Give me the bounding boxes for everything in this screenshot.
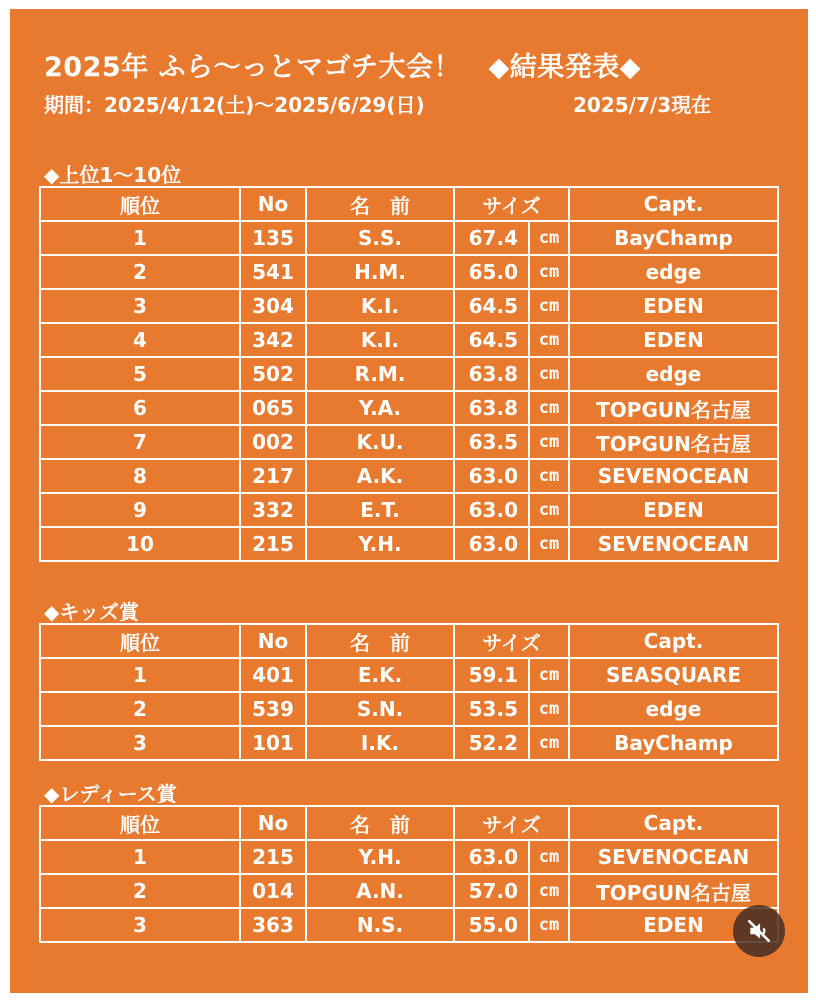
- fish-size-cell: 55.0: [454, 908, 529, 942]
- entry-number-cell: 363: [240, 908, 306, 942]
- size-unit-cell: cm: [529, 493, 569, 527]
- rank-cell: 1: [40, 658, 240, 692]
- captain-cell: SEVENOCEAN: [569, 840, 778, 874]
- size-unit-cell: cm: [529, 357, 569, 391]
- angler-name-cell: K.I.: [306, 289, 454, 323]
- column-header-size: サイズ: [454, 806, 569, 840]
- column-header-name: 名 前: [306, 624, 454, 658]
- angler-name-cell: A.N.: [306, 874, 454, 908]
- captain-cell: edge: [569, 692, 778, 726]
- column-header-rank: 順位: [40, 806, 240, 840]
- rank-cell: 5: [40, 357, 240, 391]
- table-row: [40, 493, 778, 527]
- captain-cell: BayChamp: [569, 726, 778, 760]
- section-label-ladies: ◆レディース賞: [44, 782, 177, 806]
- rank-cell: 1: [40, 221, 240, 255]
- entry-number-cell: 215: [240, 527, 306, 561]
- results-poster: [10, 9, 808, 993]
- table-row: [40, 527, 778, 561]
- size-unit-cell: cm: [529, 391, 569, 425]
- fish-size-cell: 65.0: [454, 255, 529, 289]
- table-header-row: [40, 806, 778, 840]
- fish-size-cell: 63.0: [454, 527, 529, 561]
- rank-cell: 7: [40, 425, 240, 459]
- entry-number-cell: 101: [240, 726, 306, 760]
- size-unit-cell: cm: [529, 323, 569, 357]
- captain-cell: SEASQUARE: [569, 658, 778, 692]
- rank-cell: 10: [40, 527, 240, 561]
- entry-number-cell: 215: [240, 840, 306, 874]
- column-header-no: No: [240, 806, 306, 840]
- rank-cell: 3: [40, 289, 240, 323]
- fish-size-cell: 57.0: [454, 874, 529, 908]
- captain-cell: edge: [569, 255, 778, 289]
- column-header-name: 名 前: [306, 187, 454, 221]
- captain-cell: EDEN: [569, 908, 778, 942]
- entry-number-cell: 217: [240, 459, 306, 493]
- column-header-no: No: [240, 187, 306, 221]
- size-unit-cell: cm: [529, 255, 569, 289]
- captain-cell: EDEN: [569, 493, 778, 527]
- angler-name-cell: E.T.: [306, 493, 454, 527]
- table-row: [40, 255, 778, 289]
- angler-name-cell: A.K.: [306, 459, 454, 493]
- rank-cell: 8: [40, 459, 240, 493]
- rank-cell: 2: [40, 874, 240, 908]
- mute-toggle-button[interactable]: [733, 905, 785, 957]
- angler-name-cell: S.N.: [306, 692, 454, 726]
- angler-name-cell: K.U.: [306, 425, 454, 459]
- captain-cell: TOPGUN名古屋: [569, 391, 778, 425]
- rank-cell: 4: [40, 323, 240, 357]
- fish-size-cell: 59.1: [454, 658, 529, 692]
- as-of-date: 2025/7/3現在: [573, 93, 712, 117]
- entry-number-cell: 502: [240, 357, 306, 391]
- column-header-size: サイズ: [454, 187, 569, 221]
- size-unit-cell: cm: [529, 692, 569, 726]
- fish-size-cell: 63.0: [454, 840, 529, 874]
- column-header-size: サイズ: [454, 624, 569, 658]
- section-label-top10: ◆上位1〜10位: [44, 163, 182, 187]
- captain-cell: BayChamp: [569, 221, 778, 255]
- size-unit-cell: cm: [529, 289, 569, 323]
- page-title: 2025年 ふら〜っとマゴチ大会！ ◆結果発表◆: [44, 52, 642, 83]
- entry-number-cell: 135: [240, 221, 306, 255]
- angler-name-cell: Y.A.: [306, 391, 454, 425]
- table-row: [40, 840, 778, 874]
- table-row: [40, 289, 778, 323]
- event-period: 期間：2025/4/12(土)〜2025/6/29(日): [44, 93, 425, 117]
- rank-cell: 3: [40, 908, 240, 942]
- column-header-rank: 順位: [40, 624, 240, 658]
- table-row: [40, 221, 778, 255]
- rank-cell: 2: [40, 255, 240, 289]
- captain-cell: EDEN: [569, 289, 778, 323]
- angler-name-cell: N.S.: [306, 908, 454, 942]
- size-unit-cell: cm: [529, 425, 569, 459]
- size-unit-cell: cm: [529, 658, 569, 692]
- fish-size-cell: 63.0: [454, 459, 529, 493]
- angler-name-cell: S.S.: [306, 221, 454, 255]
- table-header-row: [40, 624, 778, 658]
- size-unit-cell: cm: [529, 459, 569, 493]
- entry-number-cell: 541: [240, 255, 306, 289]
- table-row: [40, 908, 778, 942]
- column-header-name: 名 前: [306, 806, 454, 840]
- size-unit-cell: cm: [529, 908, 569, 942]
- fish-size-cell: 63.8: [454, 391, 529, 425]
- captain-cell: TOPGUN名古屋: [569, 425, 778, 459]
- rank-cell: 6: [40, 391, 240, 425]
- captain-cell: SEVENOCEAN: [569, 527, 778, 561]
- size-unit-cell: cm: [529, 221, 569, 255]
- results-table-ladies: [39, 805, 779, 943]
- size-unit-cell: cm: [529, 527, 569, 561]
- captain-cell: TOPGUN名古屋: [569, 874, 778, 908]
- table-row: [40, 692, 778, 726]
- speaker-muted-icon: [746, 918, 772, 944]
- column-header-rank: 順位: [40, 187, 240, 221]
- entry-number-cell: 342: [240, 323, 306, 357]
- column-header-capt: Capt.: [569, 806, 778, 840]
- angler-name-cell: K.I.: [306, 323, 454, 357]
- table-header-row: [40, 187, 778, 221]
- angler-name-cell: Y.H.: [306, 840, 454, 874]
- fish-size-cell: 63.5: [454, 425, 529, 459]
- angler-name-cell: E.K.: [306, 658, 454, 692]
- entry-number-cell: 332: [240, 493, 306, 527]
- table-row: [40, 726, 778, 760]
- fish-size-cell: 53.5: [454, 692, 529, 726]
- table-row: [40, 658, 778, 692]
- captain-cell: SEVENOCEAN: [569, 459, 778, 493]
- table-row: [40, 357, 778, 391]
- column-header-no: No: [240, 624, 306, 658]
- rank-cell: 3: [40, 726, 240, 760]
- angler-name-cell: I.K.: [306, 726, 454, 760]
- fish-size-cell: 67.4: [454, 221, 529, 255]
- results-table-top10: [39, 186, 779, 562]
- rank-cell: 9: [40, 493, 240, 527]
- fish-size-cell: 52.2: [454, 726, 529, 760]
- entry-number-cell: 539: [240, 692, 306, 726]
- fish-size-cell: 63.0: [454, 493, 529, 527]
- table-row: [40, 425, 778, 459]
- table-row: [40, 459, 778, 493]
- column-header-capt: Capt.: [569, 187, 778, 221]
- entry-number-cell: 401: [240, 658, 306, 692]
- entry-number-cell: 002: [240, 425, 306, 459]
- section-label-kids: ◆キッズ賞: [44, 600, 139, 624]
- column-header-capt: Capt.: [569, 624, 778, 658]
- fish-size-cell: 63.8: [454, 357, 529, 391]
- entry-number-cell: 304: [240, 289, 306, 323]
- table-row: [40, 391, 778, 425]
- angler-name-cell: H.M.: [306, 255, 454, 289]
- fish-size-cell: 64.5: [454, 289, 529, 323]
- table-row: [40, 323, 778, 357]
- entry-number-cell: 014: [240, 874, 306, 908]
- size-unit-cell: cm: [529, 726, 569, 760]
- angler-name-cell: Y.H.: [306, 527, 454, 561]
- rank-cell: 2: [40, 692, 240, 726]
- captain-cell: EDEN: [569, 323, 778, 357]
- size-unit-cell: cm: [529, 874, 569, 908]
- fish-size-cell: 64.5: [454, 323, 529, 357]
- captain-cell: edge: [569, 357, 778, 391]
- rank-cell: 1: [40, 840, 240, 874]
- results-table-kids: [39, 623, 779, 761]
- size-unit-cell: cm: [529, 840, 569, 874]
- entry-number-cell: 065: [240, 391, 306, 425]
- table-row: [40, 874, 778, 908]
- angler-name-cell: R.M.: [306, 357, 454, 391]
